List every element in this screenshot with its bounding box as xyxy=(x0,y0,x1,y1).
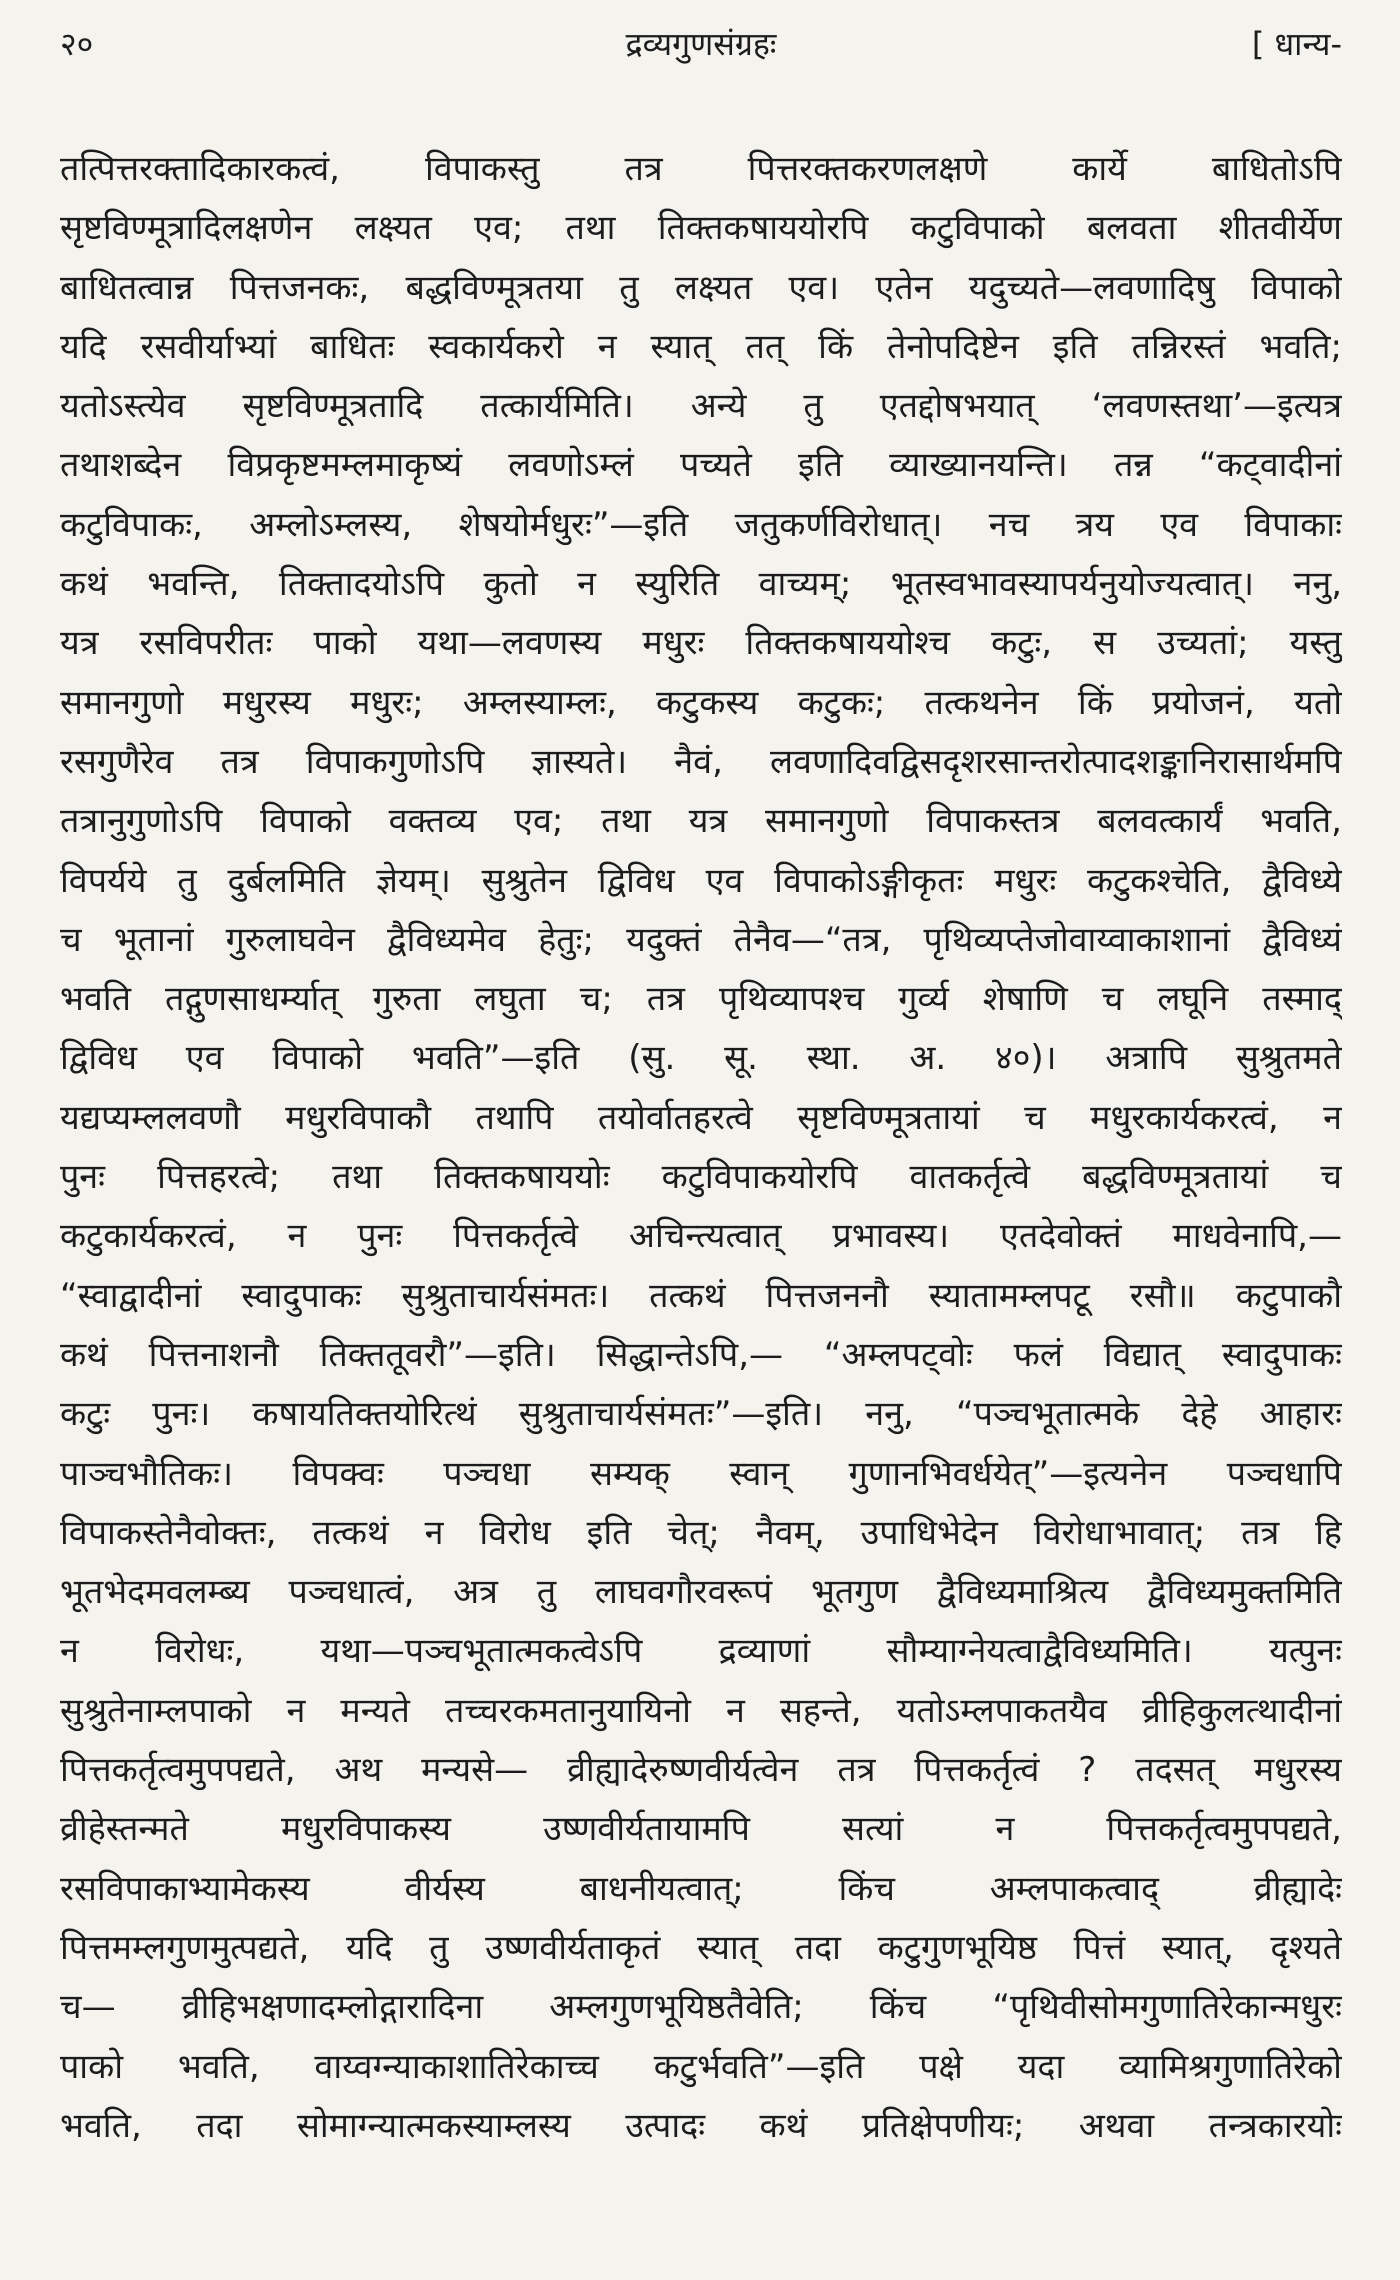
text-line: कथं पित्तनाशनौ तिक्ततूवरौ”—इति। सिद्धान्तेऽपि,— “अम्लपट्वोः फलं विद्यात् स्वादुपाकः xyxy=(60,1334,1342,1375)
body-text xyxy=(60,140,1342,2156)
text-line: पित्तमम्लगुणमुत्पद्यते, यदि तु उष्णवीर्यताकृतं स्यात् तदा कटुगुणभूयिष्ठ पित्तं स्यात्, दृश्यते xyxy=(60,1927,1342,1968)
text-line: पाको भवति, वाय्वग्न्याकाशातिरेकाच्च कटुर्भवति”—इति पक्षे यदा व्यामिश्रगुणातिरेको xyxy=(60,2046,1342,2087)
text-line: पाञ्चभौतिकः। विपक्वः पञ्चधा सम्यक् स्वान् गुणानभिवर्धयेत्”—इत्यनेन पञ्चधापि xyxy=(60,1453,1342,1494)
text-line: कटुकार्यकरत्वं, न पुनः पित्तकर्तृत्वे अचिन्त्यत्वात् प्रभावस्य। एतदेवोक्तं माधवेनापि,— xyxy=(60,1216,1342,1257)
catchword: [ धान्य- xyxy=(1251,25,1342,63)
text-line: च भूतानां गुरुलाघवेन द्वैविध्यमेव हेतुः; यदुक्तं तेनैव—“तत्र, पृथिव्यप्तेजोवाय्वाकाशानां द्वैविध्यं xyxy=(60,919,1342,960)
running-title: द्रव्यगुणसंग्रहः xyxy=(625,25,777,63)
text-line: समानगुणो मधुरस्य मधुरः; अम्लस्याम्लः, कटुकस्य कटुकः; तत्कथनेन किं प्रयोजनं, यतो xyxy=(60,682,1342,723)
text-line: न विरोधः, यथा—पञ्चभूतात्मकत्वेऽपि द्रव्याणां सौम्याग्नेयत्वाद्वैविध्यमिति। यत्पुनः xyxy=(60,1631,1342,1672)
text-line: बाधितत्वान्न पित्तजनकः, बद्धविण्मूत्रतया तु लक्ष्यत एव। एतेन यदुच्यते—लवणादिषु विपाको xyxy=(60,267,1342,308)
page-number: २० xyxy=(60,25,94,63)
text-line: तत्रानुगुणोऽपि विपाको वक्तव्य एव; तथा यत्र समानगुणो विपाकस्तत्र बलवत्कार्यं भवति, xyxy=(60,801,1342,842)
text-line: यतोऽस्त्येव सृष्टविण्मूत्रतादि तत्कार्यमिति। अन्ये तु एतद्दोषभयात् ‘लवणस्तथा’—इत्यत्र xyxy=(60,386,1342,427)
text-line: यत्र रसविपरीतः पाको यथा—लवणस्य मधुरः तिक्तकषाययोश्च कटुः, स उच्यतां; यस्तु xyxy=(60,623,1342,664)
text-line: रसगुणैरेव तत्र विपाकगुणोऽपि ज्ञास्यते। नैवं, लवणादिवद्विसदृशरसान्तरोत्पादशङ्कानिरासार्थमपि xyxy=(60,741,1342,782)
text-line: व्रीहेस्तन्मते मधुरविपाकस्य उष्णवीर्यतायामपि सत्यां न पित्तकर्तृत्वमुपपद्यते, xyxy=(60,1809,1342,1850)
text-line: सृष्टविण्मूत्रादिलक्षणेन लक्ष्यत एव; तथा तिक्तकषाययोरपि कटुविपाको बलवता शीतवीर्येण xyxy=(60,208,1342,249)
text-line: च— व्रीहिभक्षणादम्लोद्गारादिना अम्लगुणभूयिष्ठतैवेति; किंच “पृथिवीसोमगुणातिरेकान्मधुरः xyxy=(60,1987,1342,2028)
text-line: रसविपाकाभ्यामेकस्य वीर्यस्य बाधनीयत्वात्; किंच अम्लपाकत्वाद् व्रीह्यादेः xyxy=(60,1868,1342,1909)
text-line: द्विविध एव विपाको भवति”—इति (सु. सू. स्था. अ. ४०)। अत्रापि सुश्रुतमते xyxy=(60,1038,1342,1079)
text-line: भवति तद्गुणसाधर्म्यात् गुरुता लघुता च; तत्र पृथिव्यापश्च गुर्व्य शेषाणि च लघूनि तस्माद् xyxy=(60,979,1342,1020)
text-line: तत्पित्तरक्तादिकारकत्वं, विपाकस्तु तत्र पित्तरक्तकरणलक्षणे कार्ये बाधितोऽपि xyxy=(60,149,1342,189)
text-line: भवति, तदा सोमाग्न्यात्मकस्याम्लस्य उत्पादः कथं प्रतिक्षेपणीयः; अथवा तन्त्रकारयोः xyxy=(60,2105,1342,2146)
text-line: कथं भवन्ति, तिक्तादयोऽपि कुतो न स्युरिति वाच्यम्; भूतस्वभावस्यापर्यनुयोज्यत्वात्। ननु, xyxy=(60,564,1342,605)
text-line: पित्तकर्तृत्वमुपपद्यते, अथ मन्यसे— व्रीह्यादेरुष्णवीर्यत्वेन तत्र पित्तकर्तृत्वं ? तदसत् मधुरस्य xyxy=(60,1750,1342,1791)
text-line: भूतभेदमवलम्ब्य पञ्चधात्वं, अत्र तु लाघवगौरवरूपं भूतगुण द्वैविध्यमाश्रित्य द्वैविध्यमुक्तमिति xyxy=(60,1572,1342,1613)
text-line: पुनः पित्तहरत्वे; तथा तिक्तकषाययोः कटुविपाकयोरपि वातकर्तृत्वे बद्धविण्मूत्रतायां च xyxy=(60,1157,1342,1198)
text-line: “स्वाद्वादीनां स्वादुपाकः सुश्रुताचार्यसंमतः। तत्कथं पित्तजननौ स्यातामम्लपटू रसौ॥ कटुपाकौ xyxy=(60,1275,1342,1316)
text-line: विपर्यये तु दुर्बलमिति ज्ञेयम्। सुश्रुतेन द्विविध एव विपाकोऽङ्गीकृतः मधुरः कटुकश्चेति, द्वैविध्ये xyxy=(60,860,1342,901)
text-line: यद्यप्यम्ललवणौ मधुरविपाकौ तथापि तयोर्वातहरत्वे सृष्टविण्मूत्रतायां च मधुरकार्यकरत्वं, न xyxy=(60,1097,1342,1138)
text-line: तथाशब्देन विप्रकृष्टमम्लमाकृष्यं लवणोऽम्लं पच्यते इति व्याख्यानयन्ति। तन्न “कट्वादीनां xyxy=(60,445,1342,486)
text-line: विपाकस्तेनैवोक्तः, तत्कथं न विरोध इति चेत्; नैवम्, उपाधिभेदेन विरोधाभावात्; तत्र हि xyxy=(60,1512,1342,1553)
page-header xyxy=(60,22,1342,86)
text-line: यदि रसवीर्याभ्यां बाधितः स्वकार्यकरो न स्यात् तत् किं तेनोपदिष्टेन इति तन्निरस्तं भवति; xyxy=(60,326,1342,367)
text-line: कटुः पुनः। कषायतिक्तयोरित्थं सुश्रुताचार्यसंमतः”—इति। ननु, “पञ्चभूतात्मके देहे आहारः xyxy=(60,1394,1342,1435)
text-line: कटुविपाकः, अम्लोऽम्लस्य, शेषयोर्मधुरः”—इति जतुकर्णविरोधात्। नच त्रय एव विपाकाः xyxy=(60,504,1342,545)
text-line: सुश्रुतेनाम्लपाको न मन्यते तच्चरकमतानुयायिनो न सहन्ते, यतोऽम्लपाकतयैव व्रीहिकुलत्थादीनां xyxy=(60,1690,1342,1731)
